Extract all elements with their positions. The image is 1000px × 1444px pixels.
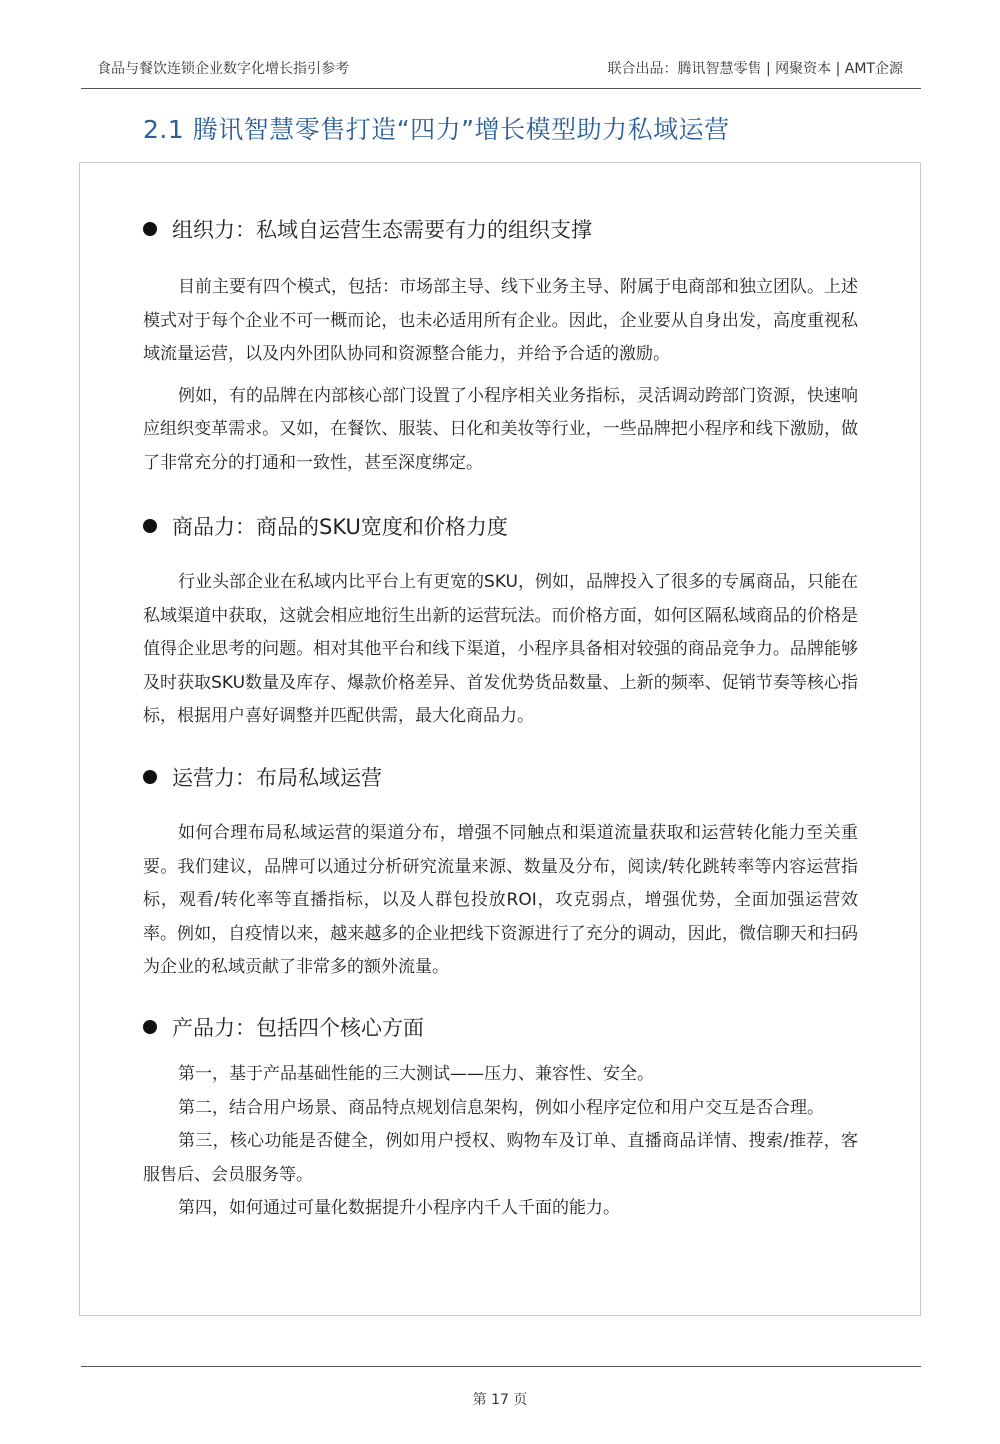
header-divider xyxy=(81,88,921,89)
paragraph: 第一，基于产品基础性能的三大测试——压力、兼容性、安全。 xyxy=(178,1064,654,1084)
header-publishers: 联合出品：腾讯智慧零售 | 网聚资本 | AMT企源 xyxy=(607,61,903,77)
paragraph: 第三，核心功能是否健全，例如用户授权、购物车及订单、直播商品详情、搜索/推荐，客服售后、会员服务等。 xyxy=(143,1131,858,1185)
section-body-product xyxy=(143,1058,858,1226)
paragraph: 行业头部企业在私域内比平台上有更宽的SKU，例如，品牌投入了很多的专属商品，只能在私域渠道中获取，这就会相应地衍生出新的运营玩法。而价格方面，如何区隔私域商品的价格是值得企业思考的问题。相对其他平台和线下渠道，小程序具备相对较强的商品竞争力。品牌能够及时获取SKU数量及库存、爆款价格差异、首发优势货品数量、上新的频率、促销节奏等核心指标，根据用户喜好调整并匹配供需，最大化商品力。 xyxy=(143,572,858,726)
heading-text: 运营力：布局私域运营 xyxy=(172,766,382,790)
paragraph: 目前主要有四个模式，包括：市场部主导、线下业务主导、附属于电商部和独立团队。上述模式对于每个企业不可一概而论，也未必适用所有企业。因此，企业要从自身出发，高度重视私域流量运营，以及内外团队协同和资源整合能力，并给予合适的激励。 xyxy=(143,277,858,364)
section-heading-product xyxy=(143,1012,424,1042)
header-document-title: 食品与餐饮连锁企业数字化增长指引参考 xyxy=(97,61,349,77)
section-title: 2.1 腾讯智慧零售打造“四力”增长模型助力私域运营 xyxy=(143,115,730,144)
paragraph: 第四，如何通过可量化数据提升小程序内千人千面的能力。 xyxy=(178,1198,620,1218)
heading-text: 组织力：私域自运营生态需要有力的组织支撑 xyxy=(172,218,592,242)
heading-text: 产品力：包括四个核心方面 xyxy=(172,1016,424,1040)
heading-text: 商品力：商品的SKU宽度和价格力度 xyxy=(172,515,508,539)
section-body-merchandise xyxy=(143,566,858,734)
paragraph: 第二，结合用户场景、商品特点规划信息架构，例如小程序定位和用户交互是否合理。 xyxy=(178,1097,824,1118)
footer-divider xyxy=(81,1366,921,1367)
section-body-operation xyxy=(143,817,858,985)
bullet-icon xyxy=(143,222,157,236)
section-heading-operation xyxy=(143,762,382,792)
bullet-icon xyxy=(143,1020,157,1034)
section-heading-organization xyxy=(143,214,592,244)
bullet-icon xyxy=(143,770,157,784)
page-number: 第 17 页 xyxy=(472,1392,528,1408)
section-body-organization xyxy=(143,271,858,480)
section-heading-merchandise xyxy=(143,511,508,541)
paragraph: 例如，有的品牌在内部核心部门设置了小程序相关业务指标，灵活调动跨部门资源，快速响应组织变革需求。又如，在餐饮、服装、日化和美妆等行业，一些品牌把小程序和线下激励，做了非常充分的打通和一致性，甚至深度绑定。 xyxy=(143,385,858,473)
paragraph: 如何合理布局私域运营的渠道分布，增强不同触点和渠道流量获取和运营转化能力至关重要。我们建议，品牌可以通过分析研究流量来源、数量及分布，阅读/转化跳转率等内容运营指标，观看/转化率等直播指标，以及人群包投放ROI，攻克弱点，增强优势，全面加强运营效率。例如，自疫情以来，越来越多的企业把线下资源进行了充分的调动，因此，微信聊天和扫码为企业的私域贡献了非常多的额外流量。 xyxy=(143,823,858,977)
bullet-icon xyxy=(143,519,157,533)
